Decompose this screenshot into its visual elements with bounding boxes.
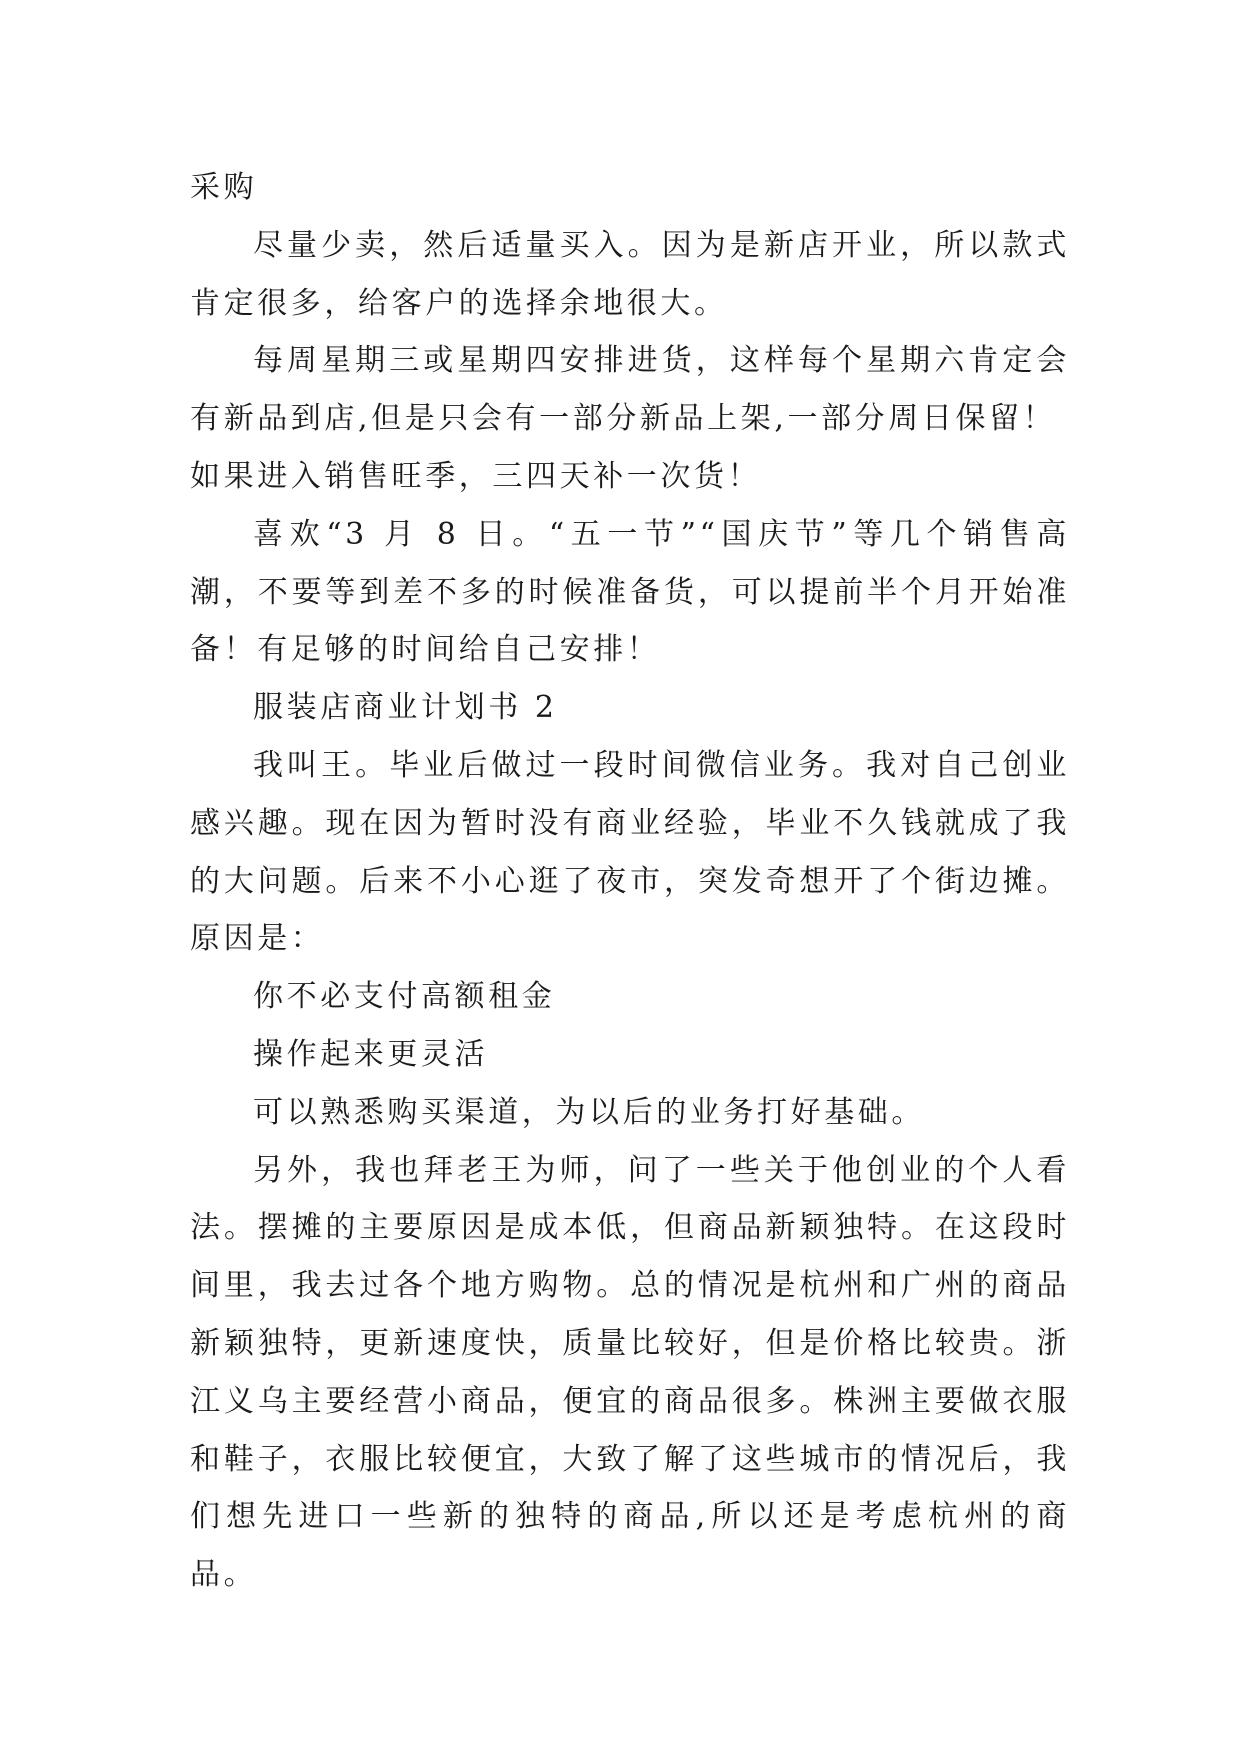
paragraph: 如果进入销售旺季，三四天补一次货！: [190, 458, 762, 494]
paragraph: 喜欢“3 月 8 日。“五一节”“国庆节”等几个销售高潮，不要等到差不多的时候准备货，可以提前半个月开始准备！有足够的时间给自己安排！: [190, 516, 1070, 668]
paragraph-heading-caigou: 采购: [190, 170, 258, 205]
section-title: 服装店商业计划书 2: [253, 690, 558, 726]
paragraph: 每周星期三或星期四安排进货，这样每个星期六肯定会有新品到店,但是只会有一部分新品上架,一部分周日保留！: [190, 343, 1070, 437]
paragraph: 尽量少卖，然后适量买入。因为是新店开业，所以款式肯定很多，给客户的选择余地很大。: [190, 227, 1070, 321]
paragraph: 另外，我也拜老王为师，问了一些关于他创业的个人看法。摆摊的主要原因是成本低，但商品新颖独特。在这段时间里，我去过各个地方购物。总的情况是杭州和广州的商品新颖独特，更新速度快，质量比较好，但是价格比较贵。浙江义乌主要经营小商品，便宜的商品很多。株洲主要做衣服和鞋子，衣服比较便宜，大致了解了这些城市的情况后，我们想先进口一些新的独特的商品,所以还是考虑杭州的商品。: [190, 1152, 1070, 1593]
document-body: [190, 159, 1070, 1604]
list-item: 你不必支付高额租金: [253, 979, 556, 1015]
list-item: 操作起来更灵活: [253, 1036, 489, 1072]
list-item: 可以熟悉购买渠道，为以后的业务打好基础。: [253, 1094, 925, 1130]
paragraph: 我叫王。毕业后做过一段时间微信业务。我对自己创业感兴趣。现在因为暂时没有商业经验，毕业不久钱就成了我的大问题。后来不小心逛了夜市，突发奇想开了个街边摊。原因是：: [190, 747, 1070, 957]
